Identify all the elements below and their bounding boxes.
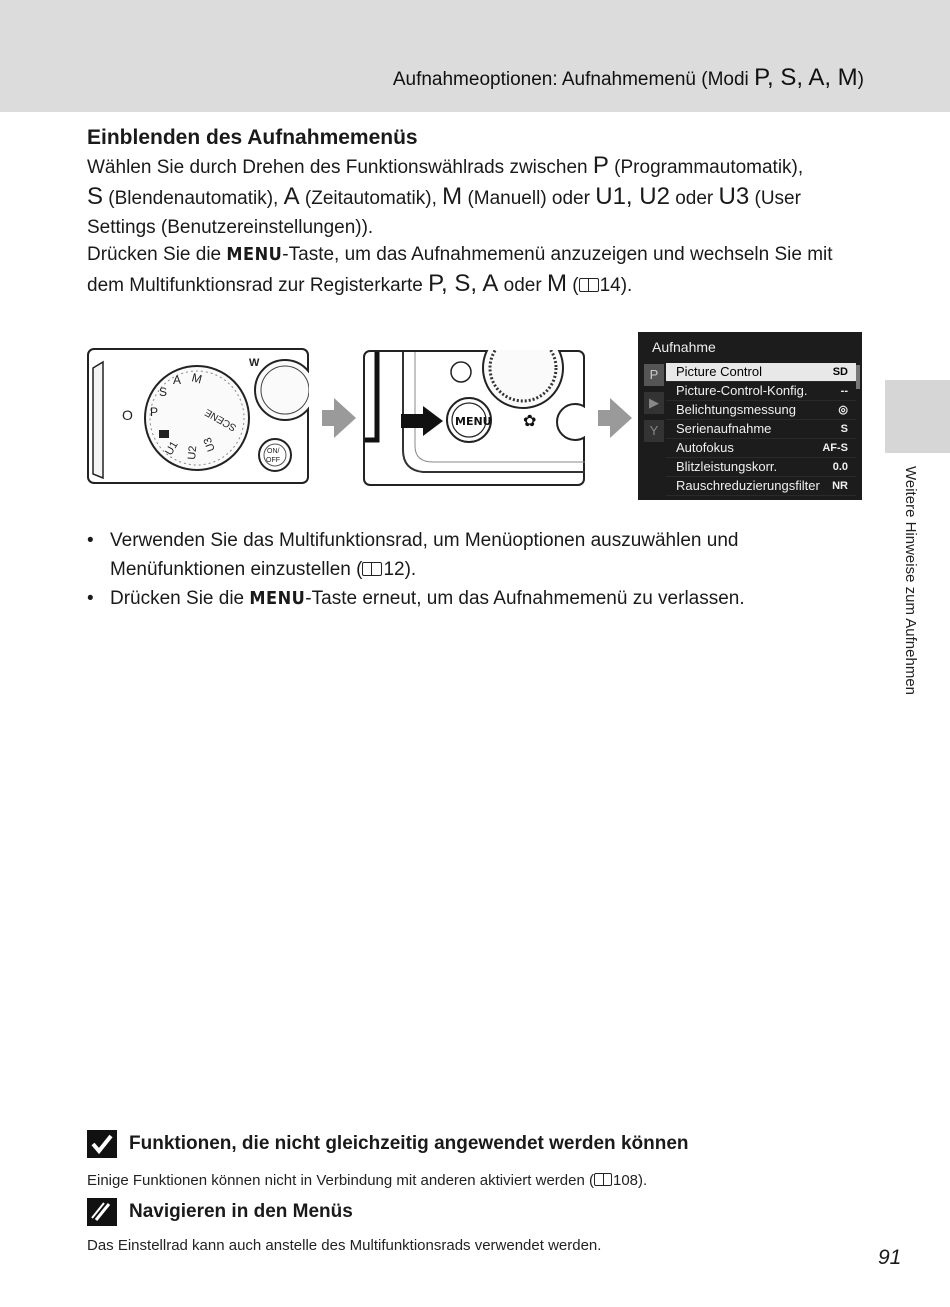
page-number: 91 <box>878 1246 902 1269</box>
chapter-tab <box>885 380 950 453</box>
dial-label-m: M <box>190 370 204 387</box>
header-title: Aufnahmeoptionen: Aufnahmemenü (Modi P, S, A, M) <box>392 64 864 91</box>
bullet-item: • Verwenden Sie das Multifunktionsrad, um Menüoptionen auszuwählen und Menüfunktionen einzustellen ( 12). <box>87 526 847 584</box>
note-heading-restrictions: Funktionen, die nicht gleichzeitig angewendet werden können <box>87 1130 689 1158</box>
check-icon <box>87 1130 117 1158</box>
note-text-restrictions: Einige Funktionen können nicht in Verbindung mit anderen aktiviert werden ( 108). <box>87 1172 648 1189</box>
chapter-label: Weitere Hinweise zum Aufnehmen <box>902 466 919 695</box>
zoom-w-label: W <box>249 357 260 369</box>
menu-scrollbar <box>856 365 860 389</box>
note-heading-navigation: Navigieren in den Menüs <box>87 1198 353 1226</box>
menu-item: Autofokus AF-S <box>666 439 856 458</box>
section-heading: Einblenden des Aufnahmemenüs <box>87 126 418 149</box>
menu-item: Picture-Control-Konfig. -- <box>666 382 856 401</box>
menu-tabs <box>644 364 666 496</box>
tab-shooting: P <box>644 364 664 386</box>
menu-button-illustration <box>363 350 585 486</box>
pencil-icon <box>87 1198 117 1226</box>
bullet-item: • Drücken Sie die MENU-Taste erneut, um das Aufnahmemenü zu verlassen. <box>87 584 847 613</box>
book-reference-icon <box>579 278 599 292</box>
dial-label-p: P <box>150 405 159 419</box>
camera-menu-screen <box>638 332 862 500</box>
arrow-right-icon <box>610 398 632 438</box>
menu-item: Belichtungsmessung ◎ <box>666 401 856 420</box>
svg-text:✿: ✿ <box>523 411 537 430</box>
dial-label-u1: U1 <box>163 439 181 458</box>
book-reference-icon <box>362 562 382 576</box>
dial-label-a: A <box>173 373 182 387</box>
menu-screen-title: Aufnahme <box>652 339 716 355</box>
bullet-list <box>87 526 847 613</box>
paragraph-2: Drücken Sie die MENU-Taste, um das Aufnahmemenü anzuzeigen und wechseln Sie mit dem Multifunktionsrad zur Registerkarte P, S, A oder M ( 14). <box>87 244 833 297</box>
dial-label-u3: U3 <box>201 435 218 454</box>
dial-label-s: S <box>159 385 168 399</box>
book-reference-icon <box>594 1173 612 1186</box>
mode-dial-illustration <box>87 348 309 484</box>
svg-text:ON/: ON/ <box>267 448 280 455</box>
menu-button-text: MENU <box>455 415 492 428</box>
menu-item-list <box>666 363 856 496</box>
note-text-navigation: Das Einstellrad kann auch anstelle des Multifunktionsrads verwendet werden. <box>87 1237 602 1254</box>
page-header <box>0 0 950 112</box>
menu-item: Picture Control SD <box>666 363 856 382</box>
tab-setup: Y <box>644 420 664 442</box>
menu-item: Serienaufnahme S <box>666 420 856 439</box>
dial-label-o: O <box>122 407 133 423</box>
menu-button-label: MENU <box>226 244 283 265</box>
paragraph-1: Wählen Sie durch Drehen des Funktionswählrads zwischen P (Programmautomatik), S (Blendenautomatik), A (Zeitautomatik), M (Manuell) oder U1, U2 oder U3 (User Settings (Benutzereinstellungen)). <box>87 152 804 238</box>
menu-item: Rauschreduzierungsfilter NR <box>666 477 856 496</box>
menu-item: Blitzleistungskorr. 0.0 <box>666 458 856 477</box>
svg-text:OFF: OFF <box>266 457 280 464</box>
menu-button-label: MENU <box>249 588 306 609</box>
dial-label-u2: U2 <box>186 445 200 461</box>
arrow-right-icon <box>334 398 356 438</box>
tab-playback: ▶ <box>644 392 664 414</box>
dial-label-scene: SCENE <box>203 406 239 433</box>
